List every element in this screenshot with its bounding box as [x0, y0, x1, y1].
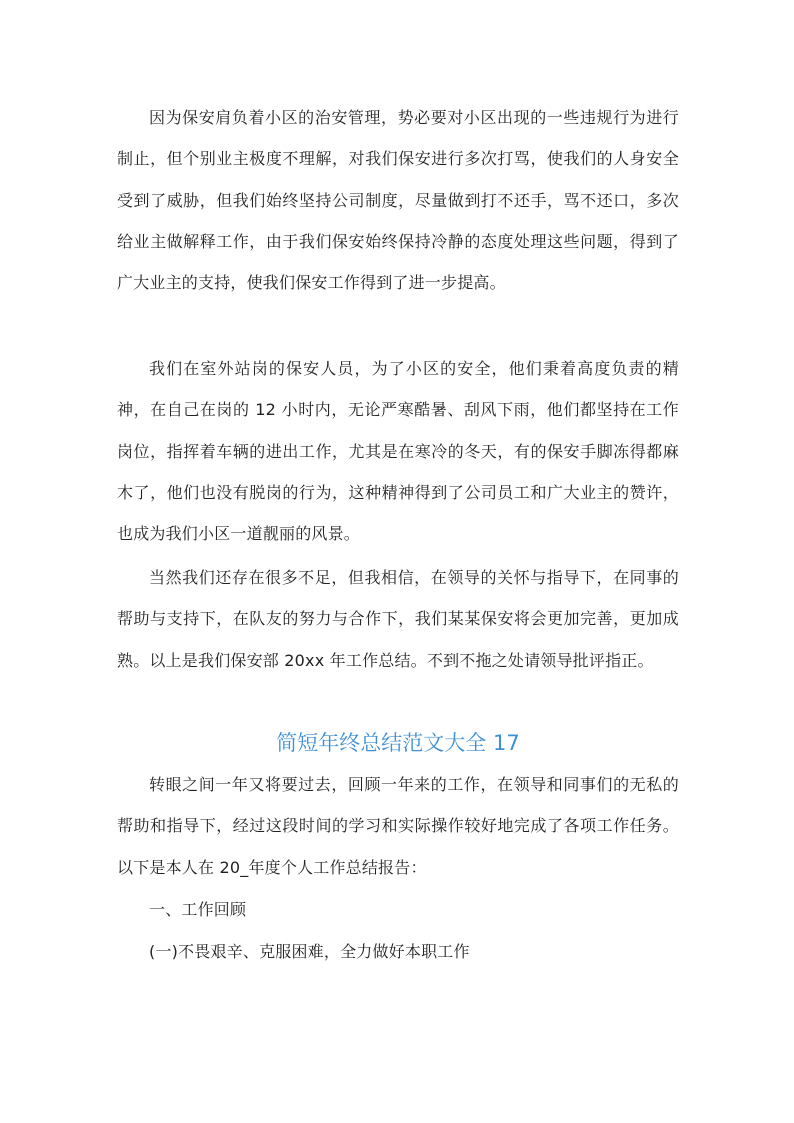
paragraph-intro: 转眼之间一年又将要过去，回顾一年来的工作，在领导和同事们的无私的帮助和指导下，经过这段时间的学习和实际操作较好地完成了各项工作任务。以下是本人在 20_年度个人工作总结报告： [117, 775, 679, 877]
subheading-item-one: (一)不畏艰辛、克服困难，全力做好本职工作 [149, 942, 470, 961]
paragraph-conclusion: 当然我们还存在很多不足，但我相信，在领导的关怀与指导下，在同事的帮助与支持下，在队友的努力与合作下，我们某某保安将会更加完善，更加成熟。以上是我们保安部 20xx 年工作总结。不到不拖之处请领导批评指正。 [117, 568, 679, 670]
paragraph-security-management: 因为保安肩负着小区的治安管理，势必要对小区出现的一些违规行为进行制止，但个别业主极度不理解，对我们保安进行多次打骂，使我们的人身安全受到了威胁，但我们始终坚持公司制度，尽量做到打不还手，骂不还口，多次给业主做解释工作，由于我们保安始终保持冷静的态度处理这些问题，得到了广大业主的支持，使我们保安工作得到了进一步提高。 [117, 108, 679, 293]
section-heading: 简短年终总结范文大全 17 [276, 731, 520, 755]
paragraph-outdoor-guards: 我们在室外站岗的保安人员，为了小区的安全，他们秉着高度负责的精神，在自己在岗的 12 小时内，无论严寒酷暑、刮风下雨，他们都坚持在工作岗位，指挥着车辆的进出工作，尤其是在寒冷的冬天，有的保安手脚冻得都麻木了，他们也没有脱岗的行为，这种精神得到了公司员工和广大业主的赞许，也成为我们小区一道靓丽的风景。 [117, 359, 679, 544]
subheading-work-review: 一、工作回顾 [149, 900, 247, 919]
